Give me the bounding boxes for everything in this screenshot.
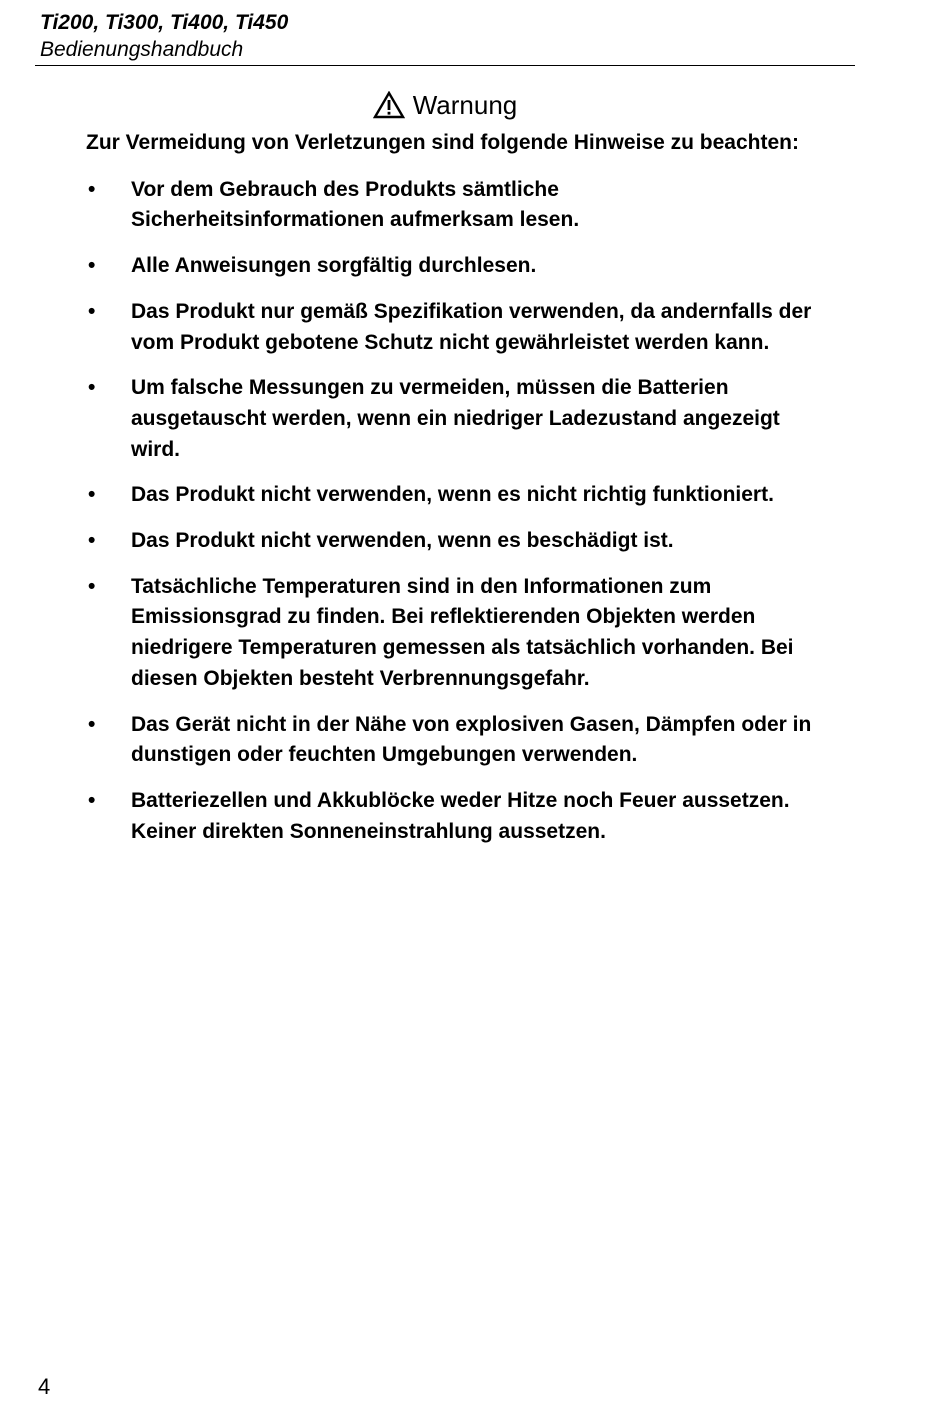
header-divider (35, 65, 855, 66)
list-item (86, 572, 816, 695)
list-item-text: Batteriezellen und Akkublöcke weder Hitze noch Feuer aussetzen. Keiner direkten Sonneneinstrahlung aussetzen. (131, 788, 790, 843)
bullet-icon: • (88, 529, 96, 553)
warning-intro: Zur Vermeidung von Verletzungen sind folgende Hinweise zu beachten: (86, 131, 799, 154)
warning-heading (0, 88, 890, 127)
list-item (86, 480, 816, 511)
warning-content (86, 128, 816, 862)
manual-subtitle: Bedienungshandbuch (40, 38, 244, 61)
list-item (86, 373, 816, 465)
manual-model-title: Ti200, Ti300, Ti400, Ti450 (40, 11, 289, 34)
list-item-text: Um falsche Messungen zu vermeiden, müssen die Batterien ausgetauscht werden, wenn ein niedriger Ladezustand angezeigt wird. (131, 376, 780, 461)
bullet-icon: • (88, 712, 96, 736)
list-item-text: Das Gerät nicht in der Nähe von explosiven Gasen, Dämpfen oder in dunstigen oder feuchten Umgebungen verwenden. (131, 712, 812, 767)
warning-list (86, 175, 816, 848)
list-item-text: Das Produkt nicht verwenden, wenn es nicht richtig funktioniert. (131, 483, 774, 507)
bullet-icon: • (88, 254, 96, 278)
list-item-text: Alle Anweisungen sorgfältig durchlesen. (131, 254, 537, 278)
list-item (86, 786, 816, 847)
list-item (86, 297, 816, 358)
bullet-icon: • (88, 177, 96, 201)
warning-triangle-icon (373, 91, 405, 119)
bullet-icon: • (88, 574, 96, 598)
list-item-text: Das Produkt nur gemäß Spezifikation verwenden, da andernfalls der vom Produkt gebotene Schutz nicht gewährleistet werden kann. (131, 299, 812, 354)
bullet-icon: • (88, 788, 96, 812)
list-item-text: Vor dem Gebrauch des Produkts sämtliche Sicherheitsinformationen aufmerksam lesen. (131, 177, 580, 232)
bullet-icon: • (88, 483, 96, 507)
list-item (86, 175, 816, 236)
warning-heading-text: Warnung (412, 90, 518, 120)
list-item-text: Das Produkt nicht verwenden, wenn es beschädigt ist. (131, 529, 674, 553)
page-number: 4 (38, 1374, 51, 1399)
list-item-text: Tatsächliche Temperaturen sind in den Informationen zum Emissionsgrad zu finden. Bei reflektierenden Objekten werden niedrigere Temperaturen gemessen als tatsächlich vorhanden. Bei diesen Objekten besteht Verbrennungsgefahr. (131, 574, 794, 690)
bullet-icon: • (88, 299, 96, 323)
list-item (86, 526, 816, 557)
page-header (40, 9, 854, 63)
list-item (86, 710, 816, 771)
bullet-icon: • (88, 376, 96, 400)
list-item (86, 251, 816, 282)
